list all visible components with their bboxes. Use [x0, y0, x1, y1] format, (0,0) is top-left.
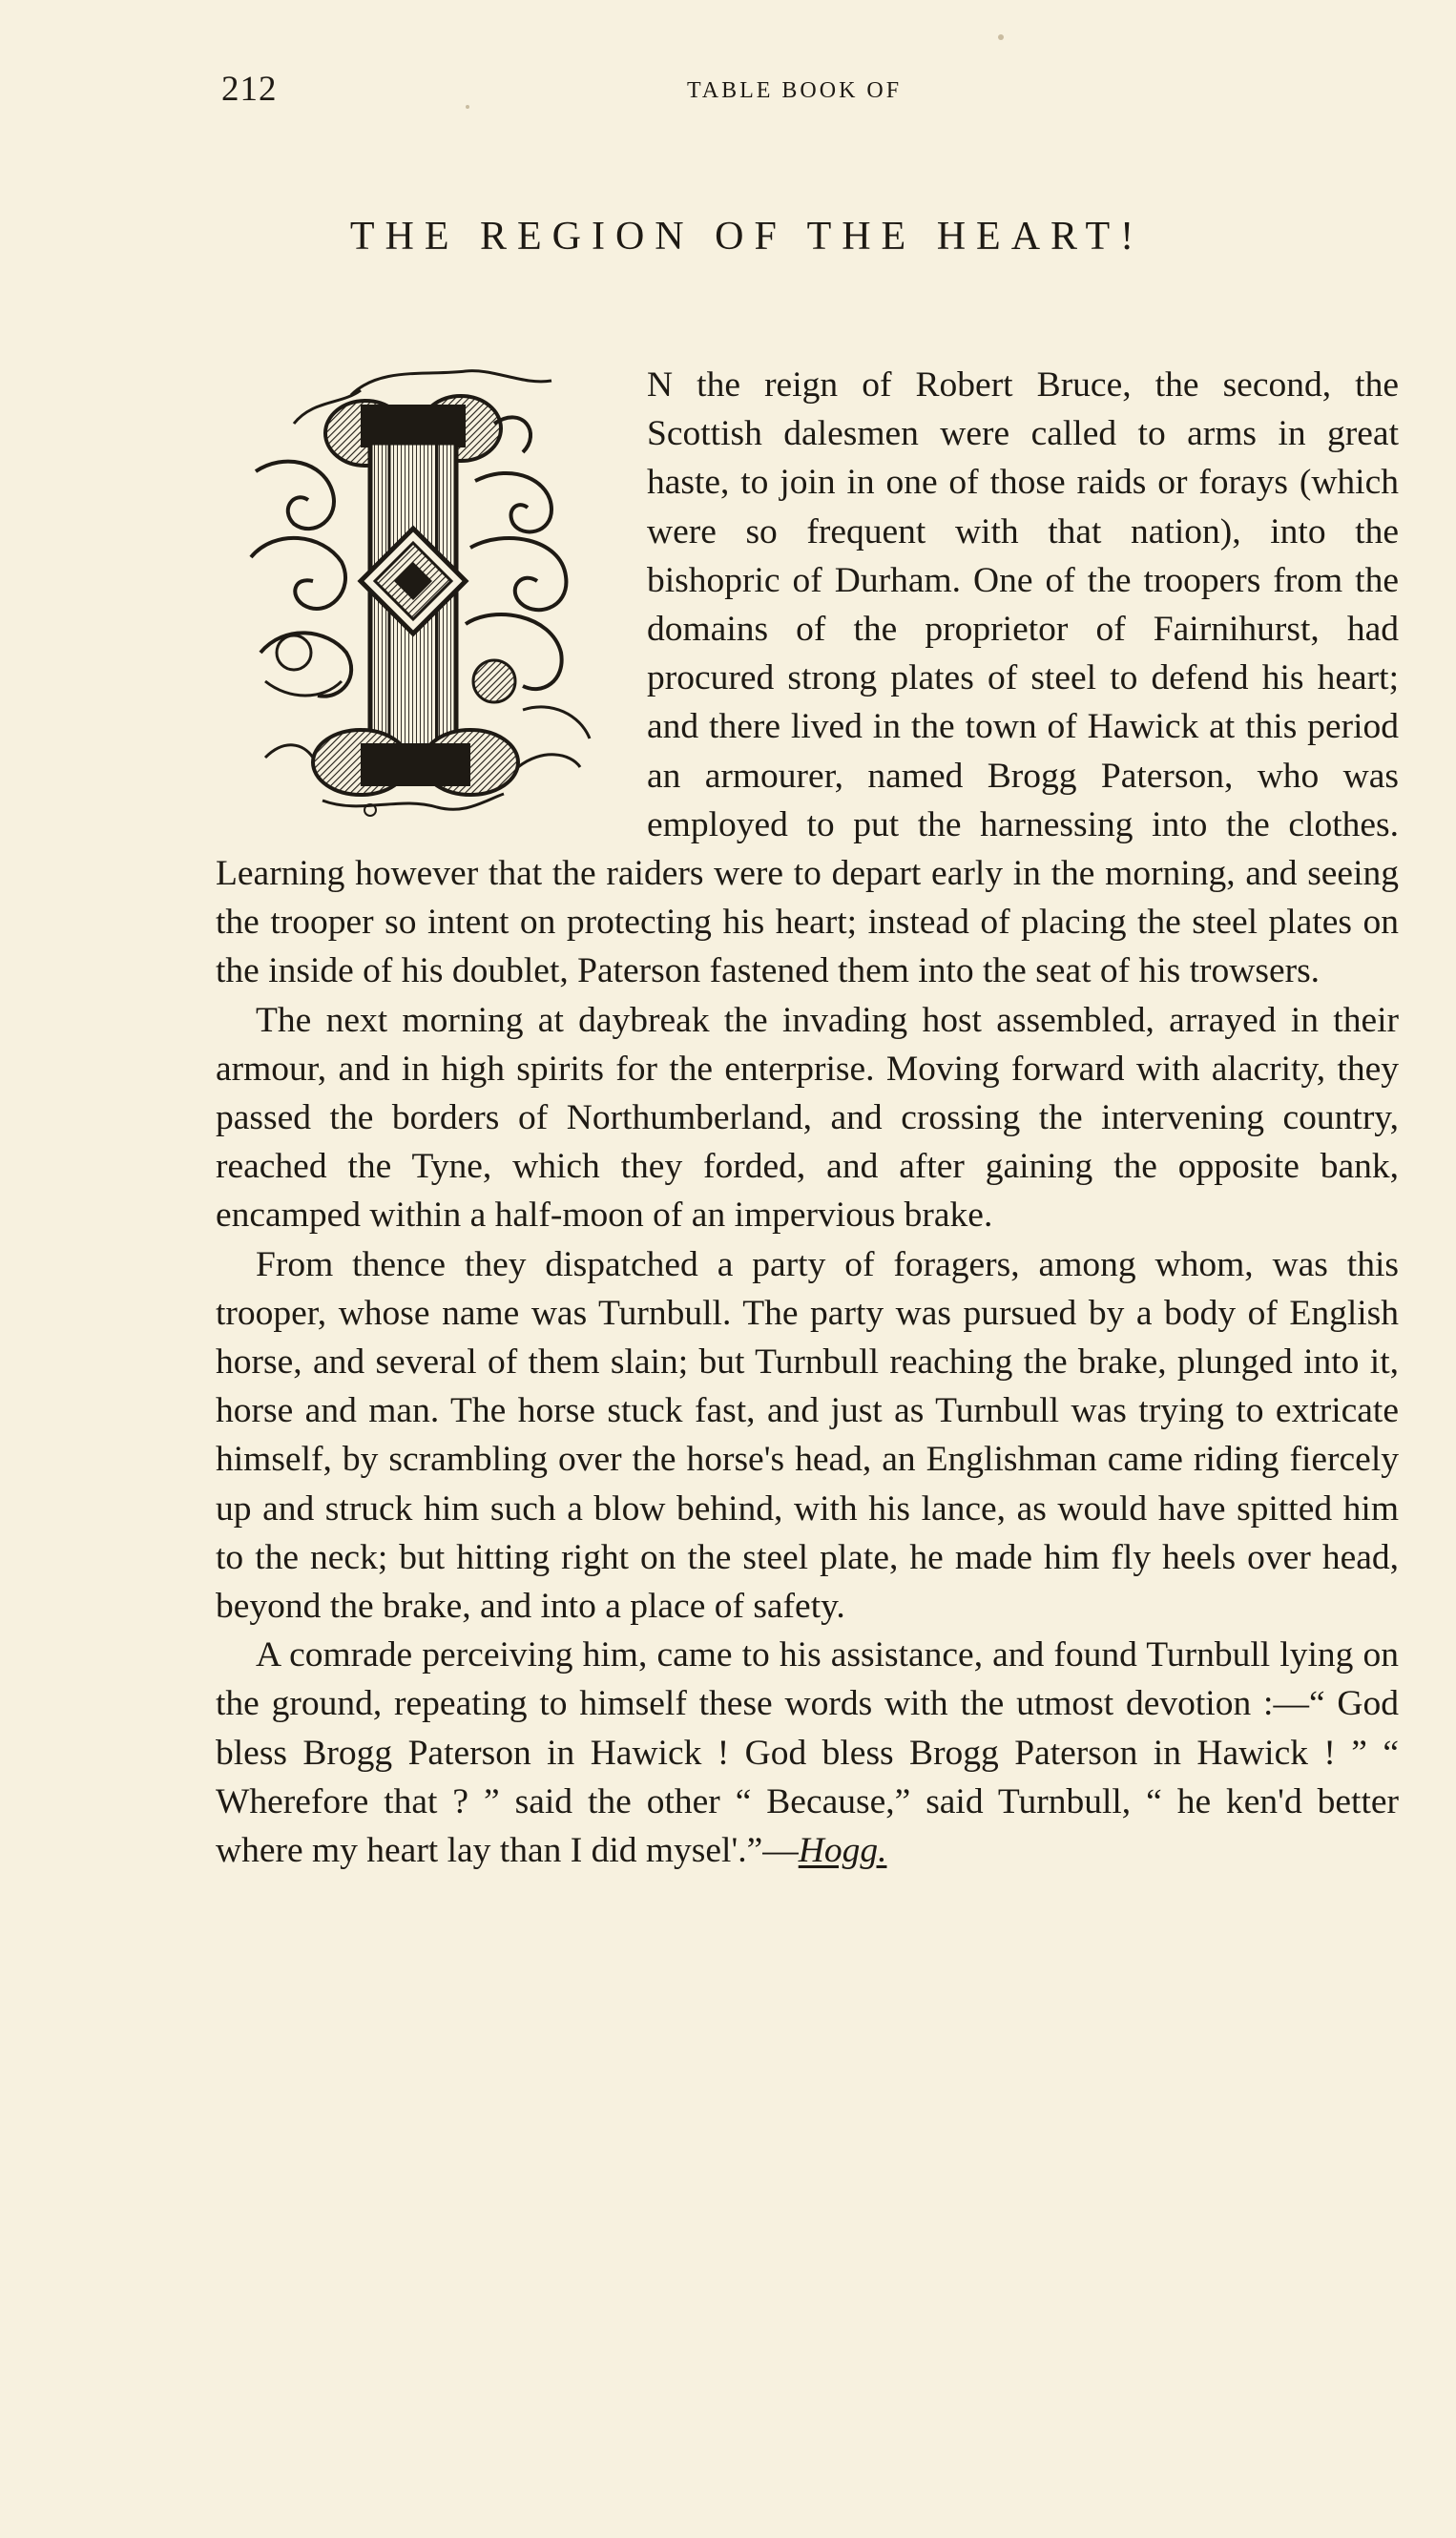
paper-speck [466, 105, 469, 109]
attribution: Hogg. [798, 1831, 887, 1871]
paragraph-3: From thence they dispatched a party of foragers, among whom, was this trooper, whose name was Turnbull. The party was pursued by a body of English horse, and several of them slain; but Turnbull reaching the brake, plunged into it, horse and man. The horse stuck fast, and just as Turnbull was trying to extricate himself, by scrambling over the horse's head, an Englishman came riding fiercely up and struck him such a blow behind, with his lance, as would have spitted him to the neck; but hitting right on the steel plate, he made him fly heels over head, beyond the brake, and into a place of safety. [216, 1244, 1399, 1627]
paragraph-1: N the reign of Robert Bruce, the second, the Scottish dalesmen were called to arms in great haste, to join in one of those raids or forays (which were so frequent with that nation), into the bishopric of Durham. One of the troopers from the domains of the proprietor of Fairnihurst, had procured strong plates of steel to defend his heart; and there lived in the town of Hawick at this period an armourer, named Brogg Paterson, who was employed to put the harnessing into the clothes. Learning however that the raiders were to depart early in the morning, and seeing the trooper so intent on protecting his heart; instead of placing the steel plates on the inside of his doublet, Paterson fastened them into the seat of his trowsers. [216, 365, 1399, 991]
paragraph-4-text: A comrade perceiving him, came to his assistance, and found Turnbull lying on the ground, repeating to himself these words with the utmost devotion :—“ God bless Brogg Paterson in Hawick ! God bless Brogg Paterson in Hawick ! ” “ Wherefore that ? ” said the other “ Because,” said Turnbull, “ he ken'd better where my heart lay than I did mysel'.”— [216, 1635, 1399, 1871]
paper-speck [998, 34, 1004, 40]
paragraph-4 [216, 1631, 1399, 1875]
article-title: THE REGION OF THE HEART! [349, 215, 1145, 259]
initial-spacer [216, 361, 647, 843]
page-number: 212 [221, 70, 278, 109]
running-head: TABLE BOOK OF [687, 78, 903, 103]
paragraph-2: The next morning at daybreak the invading host assembled, arrayed in their armour, and in high spirits for the enterprise. Moving forward with alacrity, they passed the borders of Northumberland, and crossing the intervening country, reached the Tyne, which they forded, and after gaining the opposite bank, encamped within a half-moon of an impervious brake. [216, 1000, 1399, 1236]
article-body [216, 361, 1399, 1875]
